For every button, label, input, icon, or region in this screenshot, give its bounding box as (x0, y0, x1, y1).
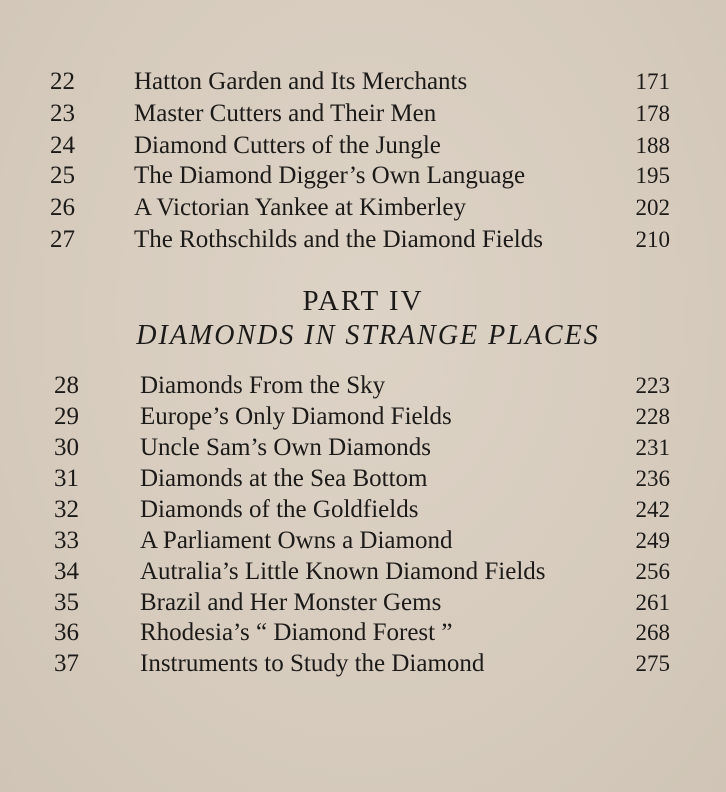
chapter-title: Rhodesia’s “ Diamond Forest ” (140, 619, 453, 646)
part-heading: PART IV (302, 285, 424, 317)
page-number: 210 (635, 227, 670, 252)
page-number: 171 (635, 69, 670, 94)
part-subtitle: DIAMONDS IN STRANGE PLACES (136, 320, 600, 351)
chapter-title: Diamonds From the Sky (140, 372, 386, 399)
chapter-number: 32 (54, 496, 79, 523)
chapter-number: 23 (50, 100, 75, 127)
chapter-title: Uncle Sam’s Own Diamonds (140, 434, 431, 461)
page-number: 236 (635, 466, 670, 491)
page-number: 202 (635, 195, 670, 220)
page-number: 178 (635, 101, 670, 126)
toc-entry (0, 160, 726, 192)
toc-entry (0, 463, 726, 495)
chapter-title: The Diamond Digger’s Own Language (134, 162, 526, 189)
page-number: 223 (635, 373, 670, 398)
chapter-number: 37 (54, 650, 79, 677)
chapter-number: 30 (54, 434, 79, 461)
page-number: 249 (635, 528, 670, 553)
chapter-number: 22 (50, 68, 75, 95)
toc-entry (0, 370, 726, 402)
toc-entry (0, 617, 726, 649)
chapter-title: Diamonds of the Goldfields (140, 496, 419, 523)
chapter-number: 24 (50, 132, 75, 159)
page-number: 256 (635, 559, 670, 584)
toc-entry (0, 130, 726, 162)
chapter-number: 25 (50, 162, 75, 189)
toc-entry (0, 66, 726, 98)
chapter-title: Master Cutters and Their Men (134, 100, 437, 127)
toc-entry (0, 98, 726, 130)
page-number: 261 (635, 590, 670, 615)
chapter-title: A Parliament Owns a Diamond (140, 527, 453, 554)
chapter-title: The Rothschilds and the Diamond Fields (134, 226, 543, 253)
toc-entry (0, 525, 726, 557)
chapter-title: Europe’s Only Diamond Fields (140, 403, 452, 430)
chapter-title: Instruments to Study the Diamond (140, 650, 485, 677)
toc-entry (0, 648, 726, 680)
toc-entry (0, 192, 726, 224)
chapter-number: 34 (54, 558, 79, 585)
chapter-number: 35 (54, 589, 79, 616)
page-number: 268 (635, 620, 670, 645)
page-number: 242 (635, 497, 670, 522)
toc-entry (0, 401, 726, 433)
chapter-title: Hatton Garden and Its Merchants (134, 68, 468, 95)
toc-entry (0, 556, 726, 588)
toc-entry (0, 587, 726, 619)
chapter-number: 36 (54, 619, 79, 646)
page-number: 188 (635, 133, 670, 158)
chapter-title: Brazil and Her Monster Gems (140, 589, 442, 616)
toc-entry (0, 432, 726, 464)
chapter-number: 28 (54, 372, 79, 399)
chapter-title: Diamonds at the Sea Bottom (140, 465, 428, 492)
chapter-title: A Victorian Yankee at Kimberley (134, 194, 466, 221)
chapter-title: Diamond Cutters of the Jungle (134, 132, 441, 159)
toc-entry (0, 494, 726, 526)
chapter-number: 29 (54, 403, 79, 430)
page-number: 228 (635, 404, 670, 429)
page-number: 275 (635, 651, 670, 676)
toc-entry (0, 224, 726, 256)
page-number: 195 (635, 163, 670, 188)
chapter-number: 33 (54, 527, 79, 554)
page-number: 231 (635, 435, 670, 460)
chapter-number: 27 (50, 226, 75, 253)
chapter-number: 26 (50, 194, 75, 221)
chapter-number: 31 (54, 465, 79, 492)
chapter-title: Autralia’s Little Known Diamond Fields (140, 558, 546, 585)
